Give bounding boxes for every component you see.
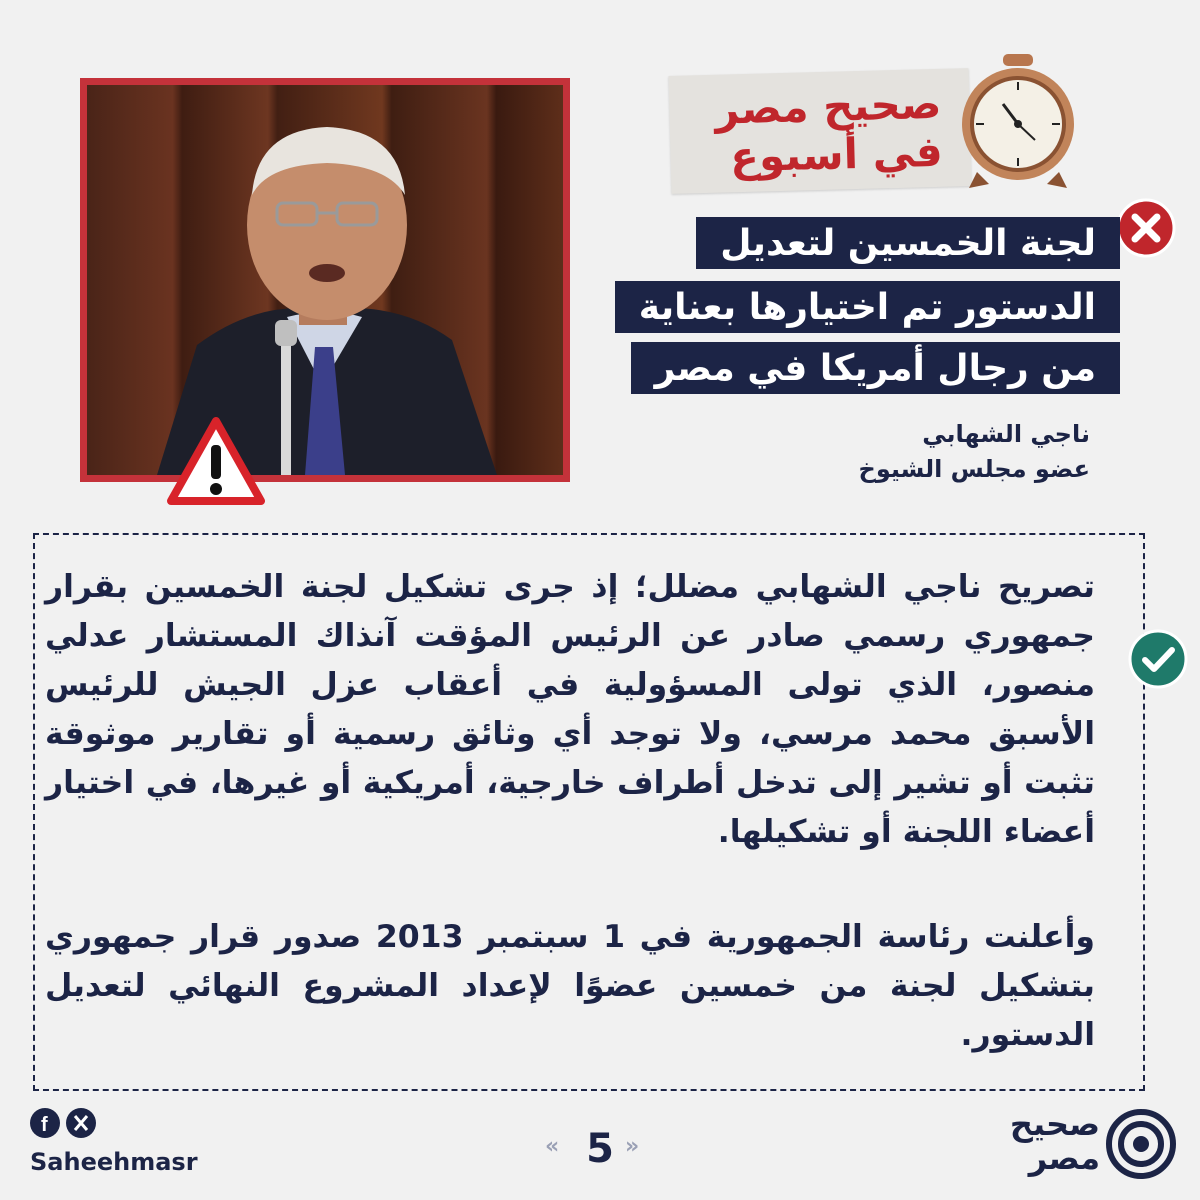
- speaker-illustration: [87, 85, 563, 475]
- claim-line-2: الدستور تم اختيارها بعناية: [615, 281, 1120, 333]
- false-mark-icon: [1115, 197, 1177, 259]
- title-line-1: صحيح مصر: [714, 78, 942, 134]
- speaker-photo: [80, 78, 570, 482]
- x-icon[interactable]: [66, 1108, 96, 1138]
- logo-text-line-2: مصر: [1028, 1139, 1100, 1177]
- warning-icon: [165, 415, 267, 507]
- chevron-left-icon[interactable]: «: [545, 1134, 560, 1159]
- svg-text:f: f: [41, 1114, 48, 1136]
- facebook-icon[interactable]: [30, 1108, 60, 1138]
- logo-icon: [1105, 1108, 1177, 1180]
- fact-paragraph-2: وأعلنت رئاسة الجمهورية في 1 سبتمبر 2013 صدور قرار جمهوري بتشكيل لجنة من خمسين عضوًا لإعداد المشروع النهائي لتعديل الدستور.: [45, 919, 1095, 1053]
- speaker-title: عضو مجلس الشيوخ: [858, 455, 1090, 483]
- speaker-name: ناجي الشهابي: [922, 420, 1090, 448]
- page-number: 5: [586, 1126, 614, 1172]
- clock-icon: [955, 52, 1081, 190]
- claim-line-3: من رجال أمريكا في مصر: [631, 342, 1120, 394]
- check-mark-icon: [1127, 628, 1189, 690]
- photo-content: [87, 85, 563, 475]
- title-badge: [669, 68, 972, 194]
- title-line-2: في أسبوع: [729, 126, 944, 182]
- claim-line-1: لجنة الخمسين لتعديل: [696, 217, 1120, 269]
- social-handle[interactable]: Saheehmasr: [30, 1148, 198, 1176]
- chevron-right-icon[interactable]: »: [625, 1134, 640, 1159]
- fact-paragraph-1: تصريح ناجي الشهابي مضلل؛ إذ جرى تشكيل لجنة الخمسين بقرار جمهوري رسمي صادر عن الرئيس المؤقت آنذاك المستشار عدلي منصور، الذي تولى المسؤولية في أعقاب عزل الجيش للرئيس الأسبق محمد مرسي، ولا توجد أي وثائق رسمية أو تقارير موثوقة تثبت أو تشير إلى تدخل أطراف خارجية، أمريكية أو غيرها، في اختيار أعضاء اللجنة أو تشكيلها.: [45, 569, 1095, 850]
- logo-text-line-1: صحيح: [1009, 1105, 1100, 1143]
